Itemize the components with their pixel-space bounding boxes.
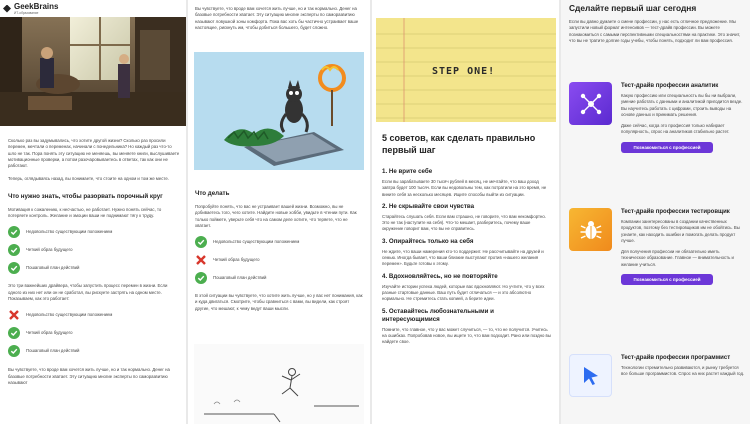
tip: [382, 203, 552, 233]
logo-bar: [0, 0, 186, 17]
check-icon: [8, 327, 20, 339]
note-handwriting: STEP ONE!: [432, 66, 496, 77]
list-item: Пошаговый план действий: [8, 345, 180, 357]
card-icon-tile: [569, 82, 612, 125]
card-text: Технологии стремительно развиваются, и рынку требуется все больше программистов. Спрос на них растет каждый год.: [621, 365, 745, 377]
paragraph: Вы чувствуете, что вроде вам хочется жить лучше, но и так нормально. Денег на базовые потребности хватает. Эту ситуацию многие эксперты по саморазвитию называют ловушкой зоны комфорта. Пока вас хоть бы частично устраивает ваше настоящее, рискнуть им, чтобы добиться большего, будет сложно.: [195, 6, 359, 30]
sketch-illustration: [194, 344, 364, 424]
tip-heading: 3. Опирайтесь только на себя: [382, 237, 474, 245]
cat-illustration: [194, 52, 364, 170]
drivers-list: [8, 226, 180, 274]
logo-mark-icon: [3, 5, 11, 13]
paragraph: Мотивация к сожалению, к несчастью, не работает. Нужно понять сейчас, то потеряете контроль. Желание и эмоции ваши не поднимают тягу к труду.: [8, 206, 162, 219]
list-item: Недовольство существующим положением: [8, 309, 180, 321]
logo-subtext: ИТ-образование: [14, 10, 39, 15]
list-item: Пошаговый план действий: [8, 262, 180, 274]
tip: [382, 273, 552, 303]
tip-text: Изучайте истории успеха людей, которые вас вдохновляют. Но учтите, что у всех разные стартовые данные. Ваш путь будет отличаться — и это абсолютно нормально. Не стремитесь стать копией, а берите идеи.: [382, 283, 545, 302]
room-scene-illustration: [0, 0, 186, 126]
tip: [382, 168, 552, 198]
check-icon: [8, 244, 20, 256]
learn-profession-button[interactable]: Познакомиться с профессией: [621, 142, 713, 153]
card-title[interactable]: Тест-драйв профессии аналитик: [621, 83, 719, 89]
list-item: Недовольство существующим положением: [8, 226, 180, 238]
cat-jumping-through-ring-illustration: [194, 52, 364, 170]
bug-icon: [579, 218, 603, 242]
list-item: Четкий образ будущего: [195, 254, 363, 266]
list-item: Четкий образ будущего: [8, 327, 180, 339]
learn-profession-button[interactable]: Познакомиться с профессией: [621, 274, 713, 285]
drivers-list: [195, 236, 363, 284]
tip-heading: 4. Вдохновляйтесь, но не повторяйте: [382, 272, 498, 280]
hero-image: [0, 0, 186, 126]
card-icon-tile: [569, 354, 612, 397]
card-title[interactable]: Тест-драйв профессии программист: [621, 355, 731, 361]
tip: [382, 308, 552, 346]
card-text: Компании заинтересованы в создании качественных продуктов, поэтому без тестировщиков им не обойтись. Вы узнаете, как находить ошибки и помогать делать продукт лучше.: [621, 219, 740, 243]
list-item: Четкий образ будущего: [8, 244, 180, 256]
tip-text: Если вы зарабатываете 30 тысяч рублей в месяц, не мечтайте, что ваш доход завтра будет 100 тысяч. Если вы недовольны тем, как потратили на это время, не вините себя за несколько месяцев. Ищите способы выйти из ситуации.: [382, 179, 547, 197]
check-icon: [195, 236, 207, 248]
card-text-2: Для получения профессии не обязательно иметь техническое образование. Главное — внимательность и желание учиться.: [621, 249, 734, 267]
card-text-2: Даже сейчас, когда это профессия только набирает популярность, спрос на аналитиков стабильно растет.: [621, 123, 730, 135]
section-heading: Что нужно знать, чтобы разорвать порочный круг: [8, 192, 163, 200]
tip-text: Помните, что главное, что у вас может случиться, — то, что не получится. Учитесь на ошибках. Попробовав новое, вы ищете то, что вам подходит. Рано или поздно вы найдете свое.: [382, 326, 551, 345]
cross-icon: [195, 254, 207, 266]
card-icon-tile: [569, 208, 612, 251]
card-title[interactable]: Тест-драйв профессии тестировщик: [621, 209, 730, 215]
tip-heading: 5. Оставайтесь любознательными и интересующимися: [382, 307, 494, 323]
check-icon: [8, 226, 20, 238]
list-item: Пошаговый план действий: [195, 272, 363, 284]
paragraph: Вы чувствуете, что вроде вам хочется жить лучше, но и так нормально. Денег на базовые потребности хватает. Эту ситуацию многие эксперты по саморазвитию называют: [8, 367, 170, 385]
promo-column: [561, 0, 750, 424]
tip-heading: 1. Не врите себе: [382, 168, 433, 175]
article-column-2: [188, 0, 370, 424]
check-icon: [8, 262, 20, 274]
tips-list: [382, 168, 552, 345]
promo-title: Сделайте первый шаг сегодня: [569, 3, 697, 13]
network-icon: [579, 92, 603, 116]
section-heading: Что делать: [195, 190, 230, 197]
tip-text: Не ждите, что ваши намерения кто-то поддержит. Не рассчитывайте на друзей и семью. Иногда бывает, что ваши близкие выступают против «нашего желания перемен». Будьте готовы к этому.: [382, 248, 544, 267]
notepad-image: [376, 18, 556, 122]
promo-intro: Если вы давно думаете о смене профессии, у нас есть отличное предложение. Мы запустили новый формат интенсивов — тест-драйв профессии. Вы можете познакомиться с самыми перспективными специальностями на практике. Это значит, что вы не тратите долгие годы учебы, чтобы понять, подходит ли вам профессия.: [569, 19, 741, 43]
person-jumping-sketch: [194, 344, 364, 424]
tip-text: Старайтесь слушать себя. Если вам страшно, не говорите, что вам некомфортно. Это не так (наступите на себя). Что-то мешает, разберитесь, почему ваше окружение говорит вам, что вы не справитесь.: [382, 213, 546, 232]
check-icon: [195, 272, 207, 284]
intro-paragraph: Сколько раз вы задумывались, что хотите другой жизни? Сколько раз просили перемен, мечтали о переменах, начинали с понедельника? Но каждый раз что-то шло не так. Пора понять эту ситуацию не меняешь, вы меняете книги, выслушиваете мотивационные проверки, а потом разочаровываетесь в ответах, так как они не работают.: [8, 138, 180, 169]
paragraph: Это три важнейших драйвера, чтобы запустить процесс перемен в жизни. Если одного из них нет или он не сработал, вы рискуете застрять на одном месте. Показываем, как это работает:: [8, 283, 168, 301]
paragraph: Теперь, оглядываясь назад, вы понимаете, что стоите на одном и том же месте.: [8, 176, 169, 182]
logo-text[interactable]: GeekBrains: [14, 1, 59, 11]
cursor-icon: [579, 364, 603, 388]
article-column-1: [0, 0, 186, 424]
article-column-3: [372, 0, 559, 424]
article-title: 5 советов, как сделать правильно первый шаг: [382, 133, 536, 155]
list-item: Недовольство существующим положением: [195, 236, 363, 248]
tip: [382, 238, 552, 268]
paragraph: В этой ситуации вы чувствуете, что хотите жить лучше, но у вас нет понимания, как и куда двигаться. Смотрите, чтобы сравниться с вами, вы видели, как строят другие, что мешают, к чему ведут ваши мысли.: [195, 293, 363, 311]
card-text: Какую профессию или специальность вы бы ни выбрали, умение работать с данными и аналитикой пригодится везде. Вы научитесь работать с цифрами, строить выводы на основе данных и принимать решения.: [621, 93, 743, 117]
cross-icon: [8, 309, 20, 321]
paragraph: Попробуйте понять, что вас не устраивает вашей жизни. Возможно, вы не добиваетесь того, чего хотите. Найдите новые хобби, увидьте в чтении пути. Как только поймете, уверьте себя что на самом деле хотите, что теряете, что не хватает.: [195, 204, 357, 228]
tip-heading: 2. Не скрывайте свои чувства: [382, 202, 475, 210]
check-icon: [8, 345, 20, 357]
example-list: [8, 309, 180, 357]
